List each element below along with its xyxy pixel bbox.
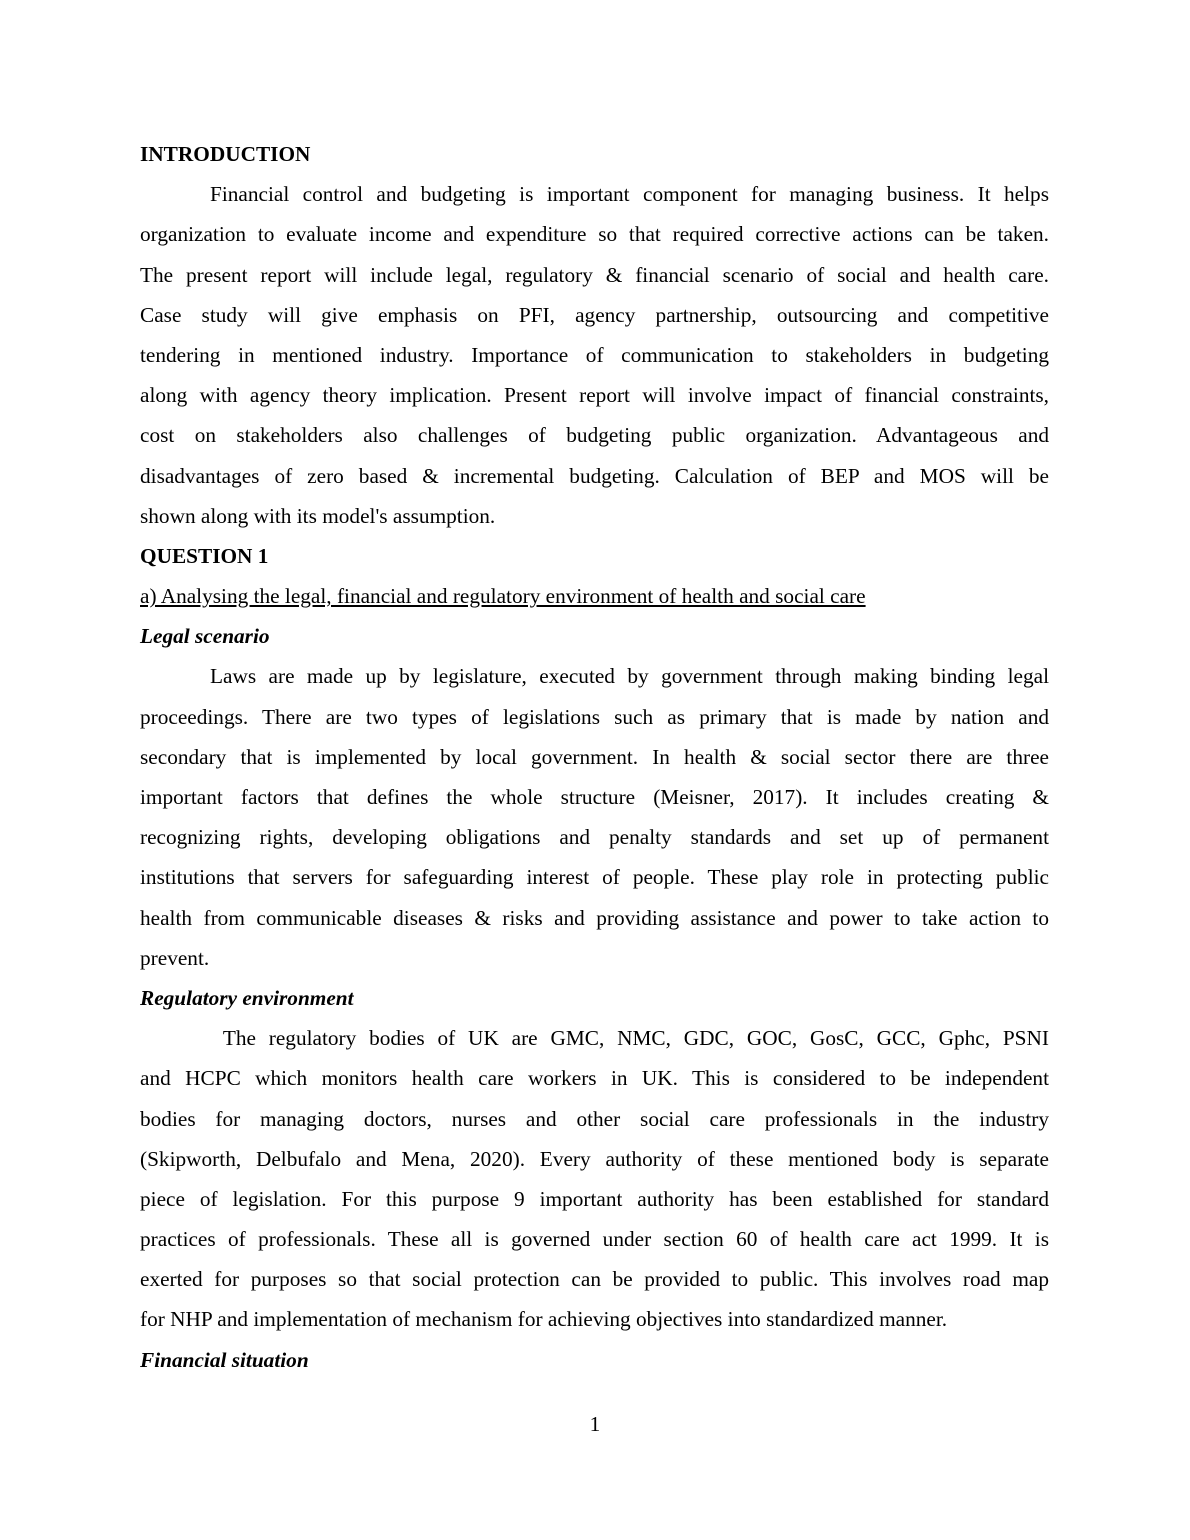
paragraph-line: prevent. (140, 945, 210, 970)
paragraph-line: Financial control and budgeting is important component for managing business. It helps (210, 182, 1049, 207)
section-heading: QUESTION 1 (140, 543, 269, 568)
paragraph-line: Laws are made up by legislature, executed by government through making binding legal (210, 664, 1049, 689)
paragraph-line: and HCPC which monitors health care workers in UK. This is considered to be independent (140, 1066, 1049, 1091)
paragraph-line: important factors that defines the whole structure (Meisner, 2017). It includes creating & (140, 785, 1049, 809)
paragraph-line: cost on stakeholders also challenges of budgeting public organization. Advantageous and (140, 423, 1049, 448)
paragraph-line: health from communicable diseases & risks and providing assistance and power to take action to (140, 905, 1049, 930)
paragraph-line: exerted for purposes so that social protection can be provided to public. This involves road map (140, 1267, 1049, 1292)
paragraph-line: proceedings. There are two types of legislations such as primary that is made by nation and (140, 704, 1049, 729)
paragraph-line: shown along with its model's assumption. (140, 503, 496, 528)
paragraph-line: recognizing rights, developing obligations and penalty standards and set up of permanent (140, 825, 1049, 850)
paragraph-line: institutions that servers for safeguarding interest of people. These play role in protecting public (140, 865, 1049, 890)
section-heading: Legal scenario (140, 624, 270, 649)
paragraph-line: for NHP and implementation of mechanism for achieving objectives into standardized manner. (140, 1307, 948, 1332)
paragraph-line: tendering in mentioned industry. Importance of communication to stakeholders in budgeting (140, 342, 1049, 367)
paragraph-line: bodies for managing doctors, nurses and other social care professionals in the industry (140, 1106, 1049, 1131)
paragraph-line: The regulatory bodies of UK are GMC, NMC, GDC, GOC, GosC, GCC, Gphc, PSNI (210, 1026, 1049, 1051)
paragraph (140, 656, 1049, 978)
section-heading: Financial situation (140, 1347, 309, 1372)
paragraph-line: The present report will include legal, regulatory & financial scenario of social and health care. (140, 262, 1049, 287)
section-heading: Regulatory environment (140, 985, 354, 1010)
document-page (140, 134, 1049, 1380)
paragraph-line: Case study will give emphasis on PFI, agency partnership, outsourcing and competitive (140, 302, 1049, 327)
section-heading: a) Analysing the legal, financial and regulatory environment of health and social care (140, 584, 866, 609)
paragraph-line: along with agency theory implication. Present report will involve impact of financial constraints, (140, 383, 1049, 408)
paragraph-line: secondary that is implemented by local government. In health & social sector there are three (140, 744, 1049, 769)
page-number: 1 (589, 1412, 601, 1436)
paragraph-line: piece of legislation. For this purpose 9 important authority has been established for standard (140, 1186, 1049, 1211)
paragraph (140, 174, 1049, 536)
paragraph-line: disadvantages of zero based & incremental budgeting. Calculation of BEP and MOS will be (140, 463, 1049, 488)
section-heading: INTRODUCTION (140, 142, 311, 166)
paragraph-line: (Skipworth, Delbufalo and Mena, 2020). Every authority of these mentioned body is separate (140, 1146, 1049, 1171)
paragraph-line: practices of professionals. These all is governed under section 60 of health care act 1999. It is (140, 1227, 1049, 1252)
paragraph-line: organization to evaluate income and expenditure so that required corrective actions can be taken. (140, 222, 1049, 247)
paragraph (140, 1018, 1049, 1340)
